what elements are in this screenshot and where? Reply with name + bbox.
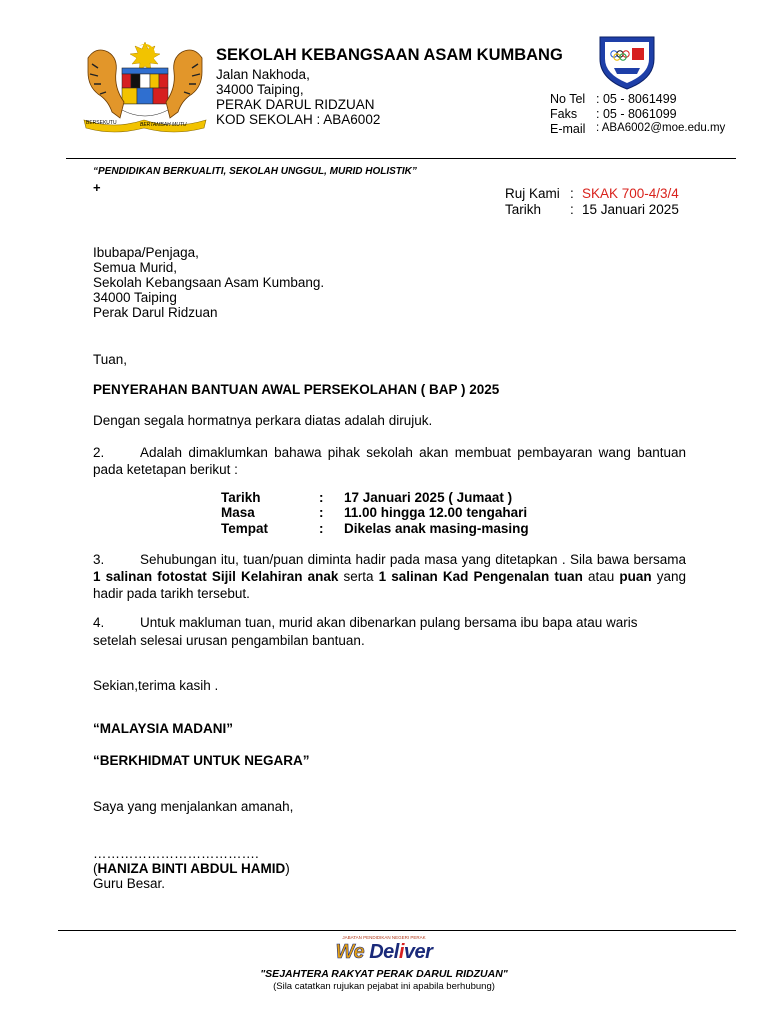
crest-motto-right: BERTAMBAH MUTU xyxy=(140,122,187,128)
signatory-name: (HANIZA BINTI ABDUL HAMID) xyxy=(93,861,290,876)
detail-label: Tempat xyxy=(221,521,269,536)
detail-label: Tarikh xyxy=(221,490,261,505)
paragraph-number: 4. xyxy=(93,615,105,630)
logo-i: i xyxy=(398,941,404,963)
paragraph-1: Dengan segala hormatnya perkara diatas adalah dirujuk. xyxy=(93,413,433,428)
recipient-line: 34000 Taiping xyxy=(93,290,177,305)
paragraph-4 xyxy=(93,614,673,650)
paragraph-text: serta xyxy=(338,569,379,584)
fax-label: Faks xyxy=(550,107,578,121)
slogan-malaysia-madani: “MALAYSIA MADANI” xyxy=(93,721,234,736)
closing-line: Sekian,terima kasih . xyxy=(93,678,219,693)
birth-cert-requirement: 1 salinan fotostat Sijil Kelahiran anak xyxy=(93,569,339,584)
school-motto: “PENDIDIKAN BERKUALITI, SEKOLAH UNGGUL, MURID HOLISTIK” xyxy=(93,166,417,177)
paragraph-text: atau xyxy=(582,569,620,584)
phone-value: : 05 - 8061499 xyxy=(596,92,677,106)
paragraph-2 xyxy=(93,444,686,478)
puan-text: puan xyxy=(619,569,652,584)
address-line: 34000 Taiping, xyxy=(216,82,304,97)
date-label: Tarikh xyxy=(505,202,542,217)
slogan-berkhidmat: “BERKHIDMAT UNTUK NEGARA” xyxy=(93,753,310,768)
footer-slogan: "SEJAHTERA RAKYAT PERAK DARUL RIDZUAN" xyxy=(260,968,508,980)
school-badge-logo xyxy=(596,34,658,90)
header-divider xyxy=(66,158,736,159)
signatory-title: Guru Besar. xyxy=(93,876,166,891)
detail-colon: : xyxy=(319,521,324,536)
detail-value: 11.00 hingga 12.00 tengahari xyxy=(344,505,528,520)
paragraph-number: 2. xyxy=(93,445,105,460)
date-colon: : xyxy=(570,202,574,217)
recipient-line: Perak Darul Ridzuan xyxy=(93,305,218,320)
paragraph-text: Sehubungan itu, tuan/puan diminta hadir pada masa yang ditetapkan . Sila bawa bersama xyxy=(140,552,686,567)
recipient-line: Ibubapa/Penjaga, xyxy=(93,245,199,260)
signatory-name-text: HANIZA BINTI ABDUL HAMID xyxy=(97,861,286,876)
detail-value: 17 Januari 2025 ( Jumaat ) xyxy=(344,490,513,505)
paragraph-3 xyxy=(93,551,686,602)
trust-line: Saya yang menjalankan amanah, xyxy=(93,799,294,814)
detail-colon: : xyxy=(319,505,324,520)
fax-value: : 05 - 8061099 xyxy=(596,107,677,121)
email-label: E-mail xyxy=(550,122,586,136)
address-line: Jalan Nakhoda, xyxy=(216,67,310,82)
plus-mark: + xyxy=(93,180,101,195)
reference-number: SKAK 700-4/3/4 xyxy=(582,186,679,201)
school-name: SEKOLAH KEBANGSAAN ASAM KUMBANG xyxy=(216,46,563,64)
logo-we: We xyxy=(335,941,365,963)
detail-label: Masa xyxy=(221,505,255,520)
school-code: KOD SEKOLAH : ABA6002 xyxy=(216,112,381,127)
paragraph-text: Untuk makluman tuan, murid akan dibenarkan pulang bersama ibu bapa atau waris setelah selesai urusan pengambilan bantuan. xyxy=(93,615,638,648)
paragraph-text: yang hadir pada tarikh tersebut. xyxy=(93,569,686,601)
letter-date: 15 Januari 2025 xyxy=(582,202,679,217)
footer-note: (Sila catatkan rujukan pejabat ini apabila berhubung) xyxy=(273,981,495,992)
address-line: PERAK DARUL RIDZUAN xyxy=(216,97,375,112)
salutation: Tuan, xyxy=(93,352,128,367)
recipient-line: Sekolah Kebangsaan Asam Kumbang. xyxy=(93,275,325,290)
email-value: : ABA6002@moe.edu.my xyxy=(596,122,726,134)
paragraph-text: Adalah dimaklumkan bahawa pihak sekolah akan membuat pembayaran wang bantuan pada ketetapan berikut : xyxy=(93,445,686,477)
ic-requirement: 1 salinan Kad Pengenalan tuan xyxy=(378,569,583,584)
logo-del: Del xyxy=(369,941,399,963)
reference-colon: : xyxy=(570,186,574,201)
phone-label: No Tel xyxy=(550,92,586,106)
wedeliver-logo xyxy=(320,935,448,963)
footer-divider xyxy=(58,930,736,931)
detail-value: Dikelas anak masing-masing xyxy=(344,521,529,536)
logo-ver: ver xyxy=(403,941,433,963)
signature-dots: ………………………………. xyxy=(93,846,259,861)
footer-logo-caption: JABATAN PENDIDIKAN NEGERI PERAK xyxy=(342,935,426,940)
detail-colon: : xyxy=(319,490,324,505)
recipient-line: Semua Murid, xyxy=(93,260,178,275)
crest-motto-left: BERSEKUTU xyxy=(86,120,117,126)
paragraph-number: 3. xyxy=(93,552,105,567)
reference-label: Ruj Kami xyxy=(505,186,560,201)
letter-subject: PENYERAHAN BANTUAN AWAL PERSEKOLAHAN ( BAP ) 2025 xyxy=(93,382,500,397)
